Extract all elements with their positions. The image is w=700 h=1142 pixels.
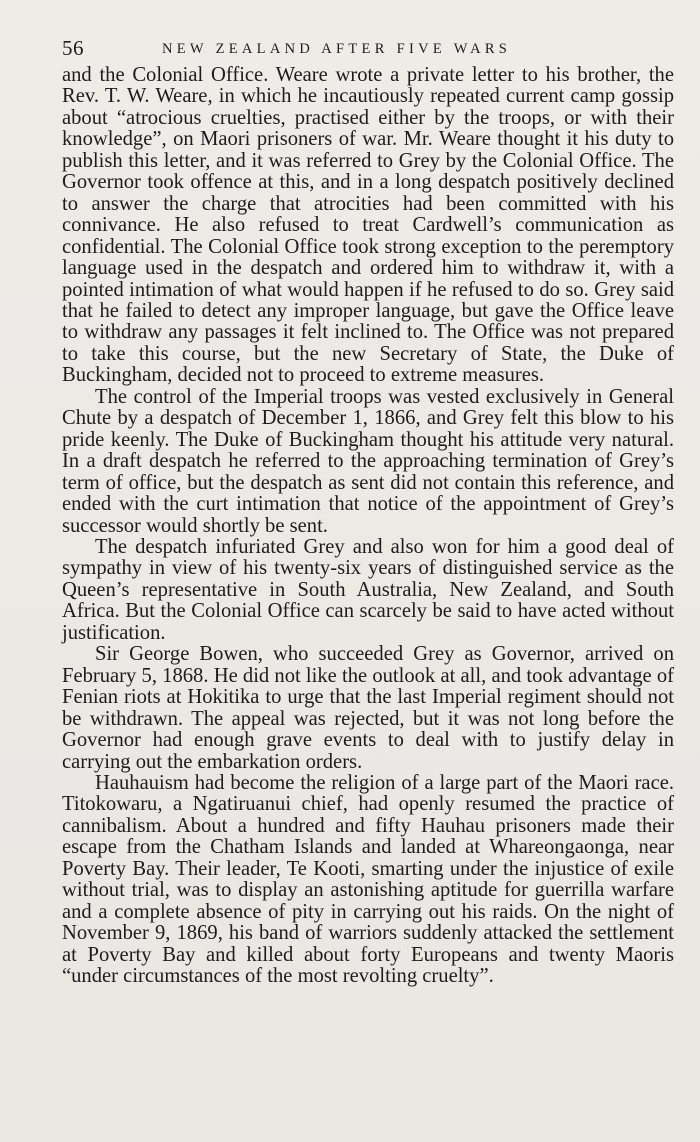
paragraph: Hauhauism had become the religion of a large part of the Maori race. Titokowaru, a Ngatiruanui chief, had openly resumed the practice of cannibalism. About a hundred and fifty Hauhau prisoners made their escape from the Chatham Islands and landed at Whareongaonga, near Poverty Bay. Their leader, Te Kooti, smarting under the injustice of exile without trial, was to display an astonishing aptitude for guerrilla warfare and a complete absence of pity in carrying out his raids. On the night of November 9, 1869, his band of warriors suddenly attacked the settlement at Poverty Bay and killed about forty Europeans and twenty Maoris “under circumstances of the most revolting cruelty”. <box>62 771 674 988</box>
paragraph: Sir George Bowen, who succeeded Grey as Governor, arrived on February 5, 1868. He did not like the outlook at all, and took advantage of Fenian riots at Hokitika to urge that the last Imperial regiment should not be withdrawn. The appeal was rejected, but it was not long before the Governor had enough grave events to deal with to justify delay in carrying out the embarkation orders. <box>62 643 674 773</box>
paragraph: The control of the Imperial troops was vested exclusively in General Chute by a despatch of December 1, 1866, and Grey felt this blow to his pride keenly. The Duke of Buckingham thought his attitude very natural. In a draft despatch he referred to the approaching termination of Grey’s term of office, but the despatch as sent did not contain this reference, and ended with the curt intimation that notice of the appointment of Grey’s successor would shortly be sent. <box>62 385 674 537</box>
paragraph-continued: and the Colonial Office. Weare wrote a private letter to his brother, the Rev. T. W. Weare, in which he incautiously repeated current camp gossip about “atrocious cruelties, practised either by the troops, or with their knowledge”, on Maori prisoners of war. Mr. Weare thought it his duty to publish this letter, and it was referred to Grey by the Colonial Office. The Governor took offence at this, and in a long despatch positively declined to answer the charge that atrocities had been committed with his connivance. He also refused to treat Cardwell’s communication as confidential. The Colonial Office took strong exception to the peremptory language used in the despatch and ordered him to withdraw it, with a pointed intimation of what would happen if he refused to do so. Grey said that he failed to detect any improper language, but gave the Office leave to withdraw any passages it felt inclined to. The Office was not prepared to take this course, but the new Secretary of State, the Duke of Buckingham, decided not to proceed to extreme measures. <box>62 64 674 387</box>
paragraph: The despatch infuriated Grey and also won for him a good deal of sympathy in view of his twenty-six years of distinguished service as the Queen’s representative in South Australia, New Zealand, and South Africa. But the Colonial Office can scarcely be said to have acted without justification. <box>62 535 674 644</box>
running-title: NEW ZEALAND AFTER FIVE WARS <box>162 41 512 57</box>
page-number: 56 <box>62 36 84 60</box>
body-text <box>62 65 674 987</box>
running-head <box>62 36 674 60</box>
